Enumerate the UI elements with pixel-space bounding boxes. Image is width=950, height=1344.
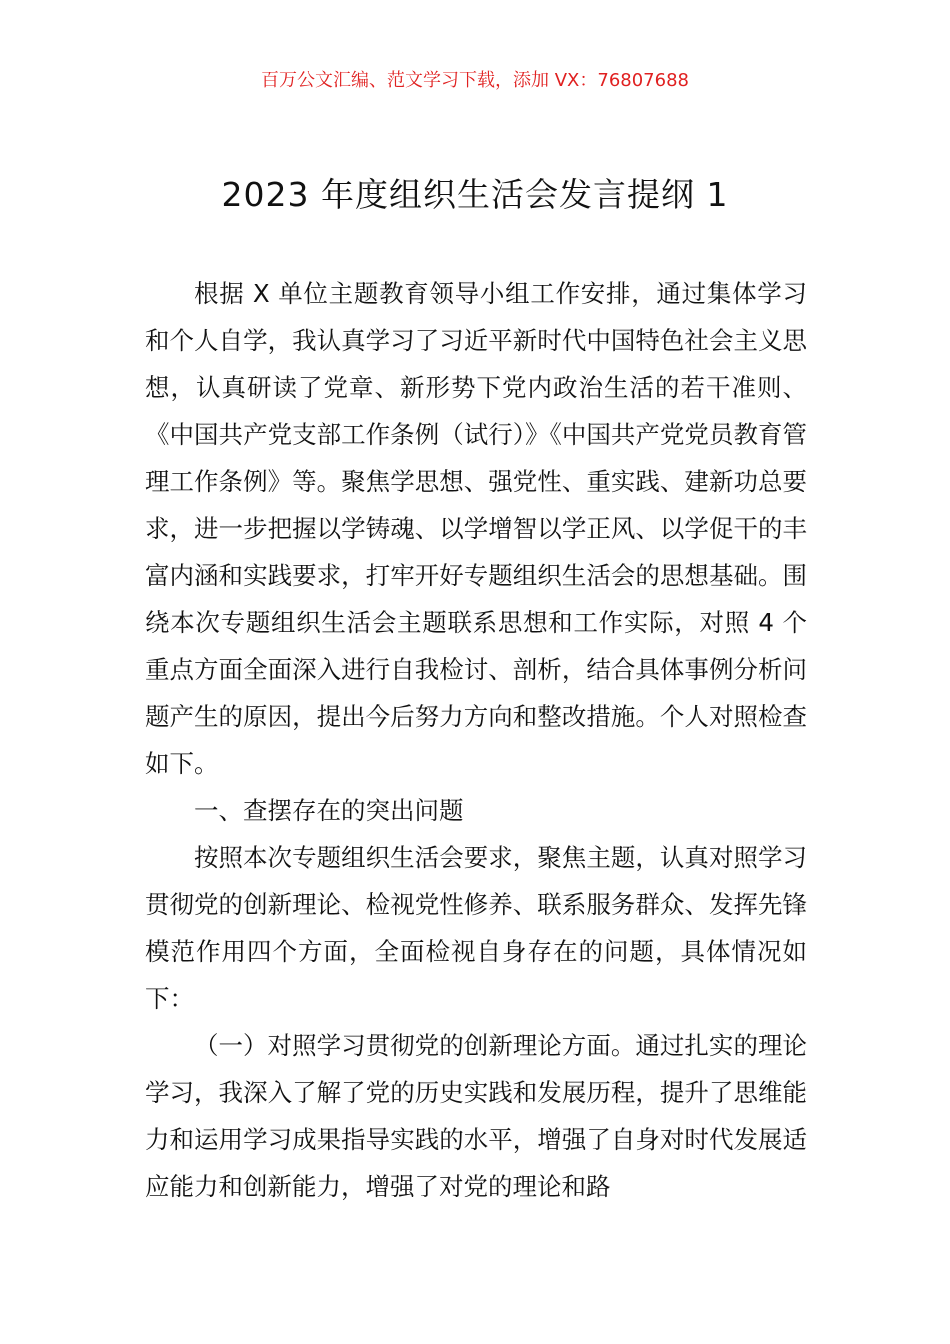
section-heading-1: 一、查摆存在的突出问题 bbox=[194, 796, 464, 825]
paragraph-intro: 根据 X 单位主题教育领导小组工作安排，通过集体学习和个人自学，我认真学习了习近平新时代中国特色社会主义思想，认真研读了党章、新形势下党内政治生活的若干准则、《中国共产党支部工作条例（试行）》《中国共产党党员教育管理工作条例》等。聚焦学思想、强党性、重实践、建新功总要求，进一步把握以学铸魂、以学增智以学正风、以学促干的丰富内涵和实践要求，打牢开好专题组织生活会的思想基础。围绕本次专题组织生活会主题联系思想和工作实际，对照 4 个重点方面全面深入进行自我检讨、剖析，结合具体事例分析问题产生的原因，提出今后努力方向和整改措施。个人对照检查如下。 bbox=[145, 279, 807, 778]
document-title: 2023 年度组织生活会发言提纲 1 bbox=[221, 175, 729, 214]
header-contact-note: 百万公文汇编、范文学习下载，添加 VX：76807688 bbox=[261, 70, 689, 91]
document-body bbox=[145, 270, 807, 1210]
paragraph-subsection-1: （一）对照学习贯彻党的创新理论方面。通过扎实的理论学习，我深入了解了党的历史实践和发展历程，提升了思维能力和运用学习成果指导实践的水平，增强了自身对时代发展适应能力和创新能力，增强了对党的理论和路 bbox=[145, 1031, 807, 1201]
paragraph-section-1-intro: 按照本次专题组织生活会要求，聚焦主题，认真对照学习贯彻党的创新理论、检视党性修养、联系服务群众、发挥先锋模范作用四个方面，全面检视自身存在的问题，具体情况如下： bbox=[145, 843, 807, 1013]
